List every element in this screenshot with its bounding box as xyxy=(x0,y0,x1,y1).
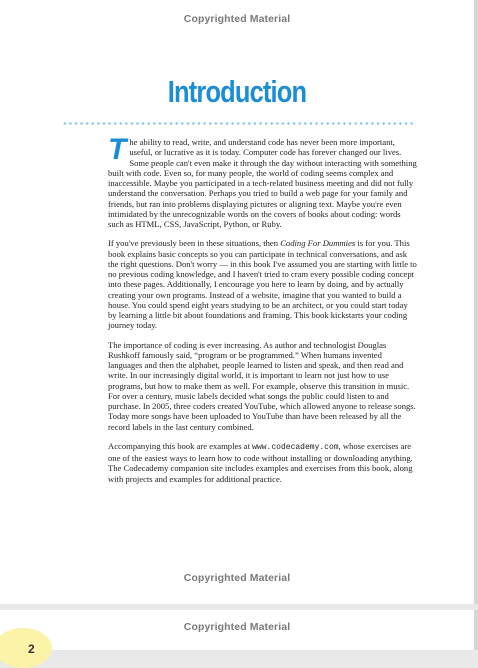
codecademy-link[interactable]: www.codecademy.com xyxy=(252,442,339,452)
page-edge xyxy=(474,0,478,604)
next-page-edge xyxy=(474,610,478,650)
paragraph-1-text: he ability to read, write, and understand code has never been more important, useful, or lucrative as it is today. Computer code has forever changed our lives. Some people can't even make it through the day without interacting with something built with code. Even so, for many people, the world of coding seems complex and inaccessible. Maybe you participated in a tech-related business meeting and did not fully understand the conversation. Perhaps you tried to build a web page for your family and friends, but ran into problems displaying pictures or aligning text. Maybe you're even intimidated by the unrecognizable words on the covers of books about coding: words such as HTML, CSS, JavaScript, Python, or Ruby. xyxy=(108,137,417,229)
paragraph-3: The importance of coding is ever increasing. As author and technologist Douglas Rushkoff famously said, “program or be programmed.” When humans invented languages and then the alphabet, people learned to listen and speak, and then read and write. In our increasingly digital world, it is important to learn not just how to use programs, but how to make them as well. For example, observe this transition in music. For over a century, music labels decided what songs the public could listen to and purchase. In 2005, three coders created YouTube, which allowed anyone to release songs. Today more songs have been uploaded to YouTube than have been released by all the record labels in the last century combined. xyxy=(108,339,416,432)
drop-cap: T xyxy=(108,133,127,166)
next-page-copyright: Copyrighted Material xyxy=(183,621,291,633)
page-corner-highlight xyxy=(0,628,52,668)
paragraph-1 xyxy=(108,133,418,229)
paragraph-2-text: is for you. This book explains basic concepts so you can participate in technical conversations, and ask the right questions. Don't worry — in this book I've assumed you are starting with little to no previous coding knowledge, and I haven't tried to cram every possible coding concept into these pages. Additionally, I encourage you here to learn by doing, and by actually creating your own programs. Instead of a website, imagine that you wanted to build a house. You could spend eight years studying to be an architect, or you could start today by learning a little bit about foundations and framing. This book kickstarts your coding journey today. xyxy=(108,238,417,331)
paragraph-4-text: , whose exercises are one of the easiest ways to learn how to code without installing or downloading anything. The Codecademy companion site includes examples and exercises from this book, along with projects and examples for additional practice. xyxy=(108,440,413,484)
body-text xyxy=(108,133,418,493)
next-book-page xyxy=(0,610,474,650)
dotted-divider xyxy=(62,122,416,125)
copyright-header: Copyrighted Material xyxy=(183,13,291,25)
copyright-footer: Copyrighted Material xyxy=(183,572,291,584)
paragraph-4 xyxy=(108,441,418,484)
page-number-glyph: 2 xyxy=(28,642,35,656)
book-title: Coding For Dummies xyxy=(280,238,356,249)
paragraph-2 xyxy=(108,238,418,330)
chapter-title: Introduction xyxy=(167,74,307,109)
paragraph-4-lead: Accompanying this book are examples at xyxy=(108,440,253,451)
paragraph-2-lead: If you've previously been in these situations, then xyxy=(108,238,281,249)
